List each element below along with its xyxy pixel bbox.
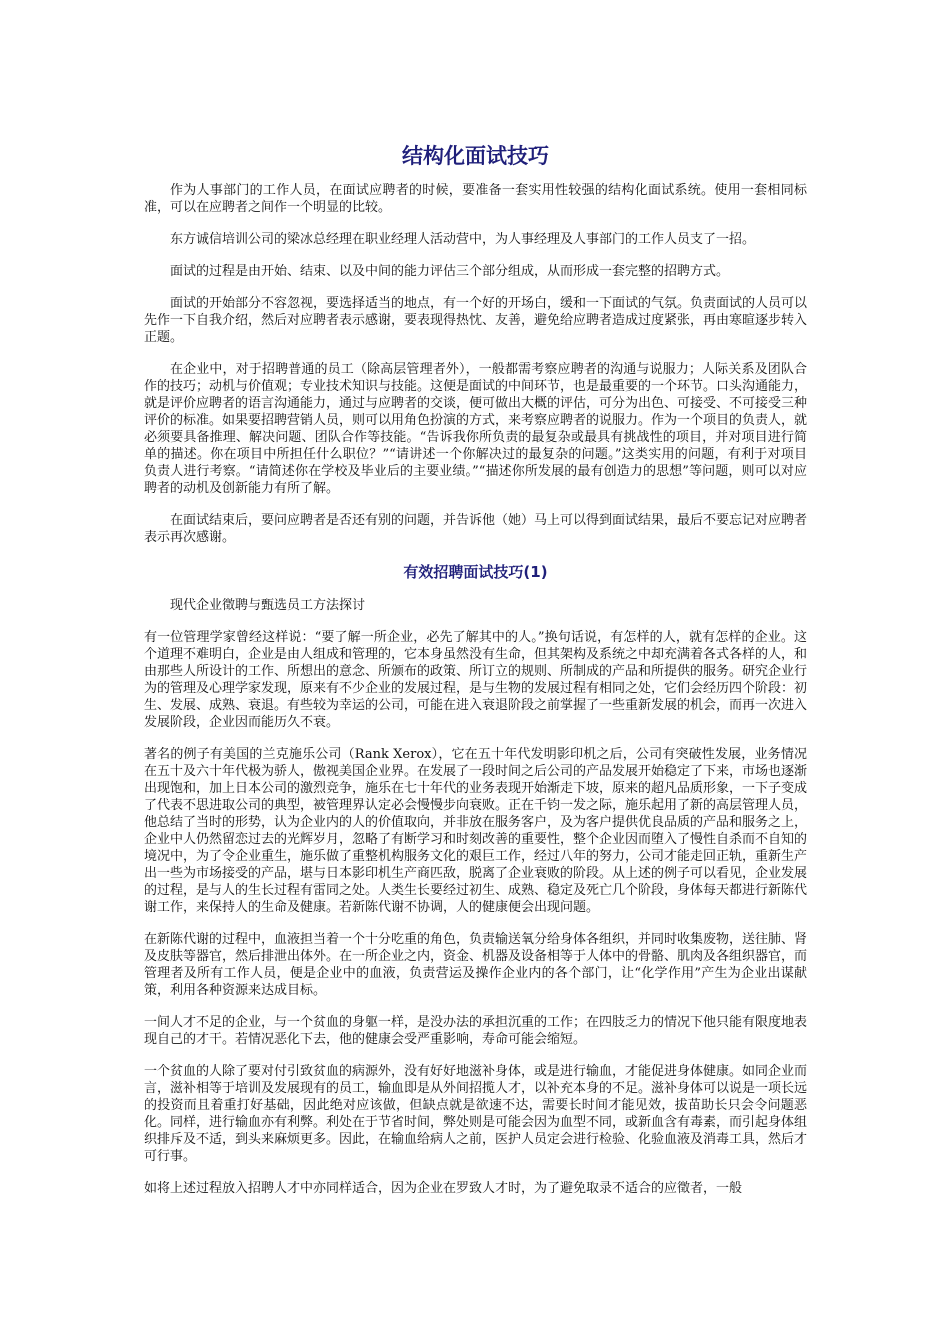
paragraph: 有一位管理学家曾经这样说：“要了解一所企业，必先了解其中的人。”换句话说，有怎样的人，就有怎样的企业。这个道理不难明白，企业是由人组成和管理的，它本身虽然没有生命，但其架构及系统之中却充满着各式各样的人，和由那些人所设计的工作、所想出的意念、所颁布的政策、所订立的规则、所制成的产品和所提供的服务。研究企业行为的管理及心理学家发现，原来有不少企业的发展过程，是与生物的发展过程有相同之处，它们会经历四个阶段：初生、发展、成熟、衰退。有些较为幸运的公司，可能在进入衰退阶段之前掌握了一些重新发展的机会，而再一次进入发展阶段，企业因而能历久不衰。	[144, 630, 808, 730]
paragraph: 一间人才不足的企业，与一个贫血的身躯一样，是没办法的承担沉重的工作；在四肢乏力的情况下他只能有限度地表现自己的才干。若情况恶化下去，他的健康会受严重影响，寿命可能会缩短。	[144, 1015, 808, 1047]
paragraph: 在面试结束后，要问应聘者是否还有别的问题，并告诉他（她）马上可以得到面试结果，最后不要忘记对应聘者表示再次感谢。	[144, 513, 808, 545]
document-title: 结构化面试技巧	[402, 144, 549, 168]
paragraph: 在企业中，对于招聘普通的员工（除高层管理者外），一般都需考察应聘者的沟通与说服力；人际关系及团队合作的技巧；动机与价值观；专业技术知识与技能。这便是面试的中间环节，也是最重要的一个环节。口头沟通能力，就是评价应聘者的语言沟通能力，通过与应聘者的交谈，便可做出大概的评估，可分为出色、可接受、不可接受三种评价的标准。如果要招聘营销人员，则可以用角色扮演的方式，来考察应聘者的说服力。作为一个项目的负责人，就必须要具备推理、解决问题、团队合作等技能。“告诉我你所负责的最复杂或最具有挑战性的项目，并对项目进行简单的描述。你在项目中所担任什么职位？”“请讲述一个你解决过的最复杂的问题。”这类实用的问题，有利于对项目负责人进行考察。“请简述你在学校及毕业后的主要业绩。”“描述你所发展的最有创造力的思想”等问题，则可以对应聘者的动机及创新能力有所了解。	[144, 362, 808, 496]
paragraph: 东方诚信培训公司的梁冰总经理在职业经理人活动营中，为人事经理及人事部门的工作人员支了一招。	[170, 232, 756, 247]
section-subtitle: 有效招聘面试技巧(1)	[403, 563, 548, 581]
section-effective-recruiting	[144, 597, 807, 1197]
paragraph: 在新陈代谢的过程中，血液担当着一个十分吃重的角色，负责输送氧分给身体各组织，并同时收集废物，送往肺、肾及皮肤等器官，然后排泄出体外。在一所企业之内，资金、机器及设备相等于人体中的骨骼、肌肉及各组织器官，而管理者及所有工作人员，便是企业中的血液，负责营运及操作企业内的各个部门，让“化学作用”产生为企业出谋献策，利用各种资源来达成目标。	[144, 932, 808, 998]
section-intro: 现代企业徵聘与甄选员工方法探讨	[170, 598, 366, 613]
paragraph: 如将上述过程放入招聘人才中亦同样适合，因为企业在罗致人才时，为了避免取录不适合的应徵者，一般	[144, 1181, 743, 1196]
paragraph: 面试的开始部分不容忽视，要选择适当的地点，有一个好的开场白，缓和一下面试的气氛。负责面试的人员可以先作一下自我介绍，然后对应聘者表示感谢，要表现得热忱、友善，避免给应聘者造成过度紧张，再由寒暄逐步转入正题。	[144, 296, 808, 345]
paragraph: 作为人事部门的工作人员，在面试应聘者的时候，要准备一套实用性较强的结构化面试系统。使用一套相同标准，可以在应聘者之间作一个明显的比较。	[144, 183, 807, 215]
section-structured-interview	[144, 182, 807, 546]
paragraph: 面试的过程是由开始、结束、以及中间的能力评估三个部分组成，从而形成一套完整的招聘方式。	[170, 264, 730, 279]
paragraph: 著名的例子有美国的兰克施乐公司（Rank Xerox），它在五十年代发明影印机之后，公司有突破性发展，业务情况在五十及六十年代极为骄人，傲视美国企业界。在发展了一段时间之后公司的产品发展开始稳定了下来，市场也逐渐出现饱和，加上日本公司的激烈竞争，施乐在七十年代的业务表现开始渐走下坡，原来的超凡品质形象，一下子变成了代表不思进取公司的典型，被管理界认定必会慢慢步向衰败。正在千钧一发之际，施乐起用了新的高层管理人员，他总结了当时的形势，认为企业内的人的价值取向，并非放在服务客户，及为客户提供优良品质的产品和服务之上，企业中人仍然留恋过去的光辉岁月，忽略了有断学习和时刻改善的重要性，整个企业因而堕入了慢性自杀而不自知的境况中，为了令企业重生，施乐做了重整机构服务文化的艰巨工作，经过八年的努力，公司才能走回正轨，重新生产出一些为市场接受的产品，堪与日本影印机生产商匹敌，脱离了企业衰败的阶段。从上述的例子可以看见，企业发展的过程，是与人的生长过程有雷同之处。人类生长要经过初生、成熟、稳定及死亡几个阶段，身体每天都进行新陈代谢工作，来保持人的生命及健康。若新陈代谢不协调，人的健康便会出现问题。	[144, 747, 808, 915]
document-page	[144, 140, 807, 1212]
paragraph: 一个贫血的人除了要对付引致贫血的病源外，没有好好地滋补身体，或是进行输血，才能促进身体健康。如同企业而言，滋补相等于培训及发展现有的员工，输血即是从外间招揽人才，以补充本身的不足。滋补身体可以说是一项长远的投资而且着重打好基础，因此绝对应该做，但缺点就是欲速不达，需要长时间才能见效，拔苗助长只会令问题恶化。同样，进行输血亦有利弊。利处在于节省时间，弊处则是可能会因为血型不同，或新血含有毒素，而引起身体组织排斥及不适，到头来麻烦更多。因此，在输血给病人之前，医护人员定会进行检验、化验血液及消毒工具，然后才可行事。	[144, 1064, 808, 1164]
